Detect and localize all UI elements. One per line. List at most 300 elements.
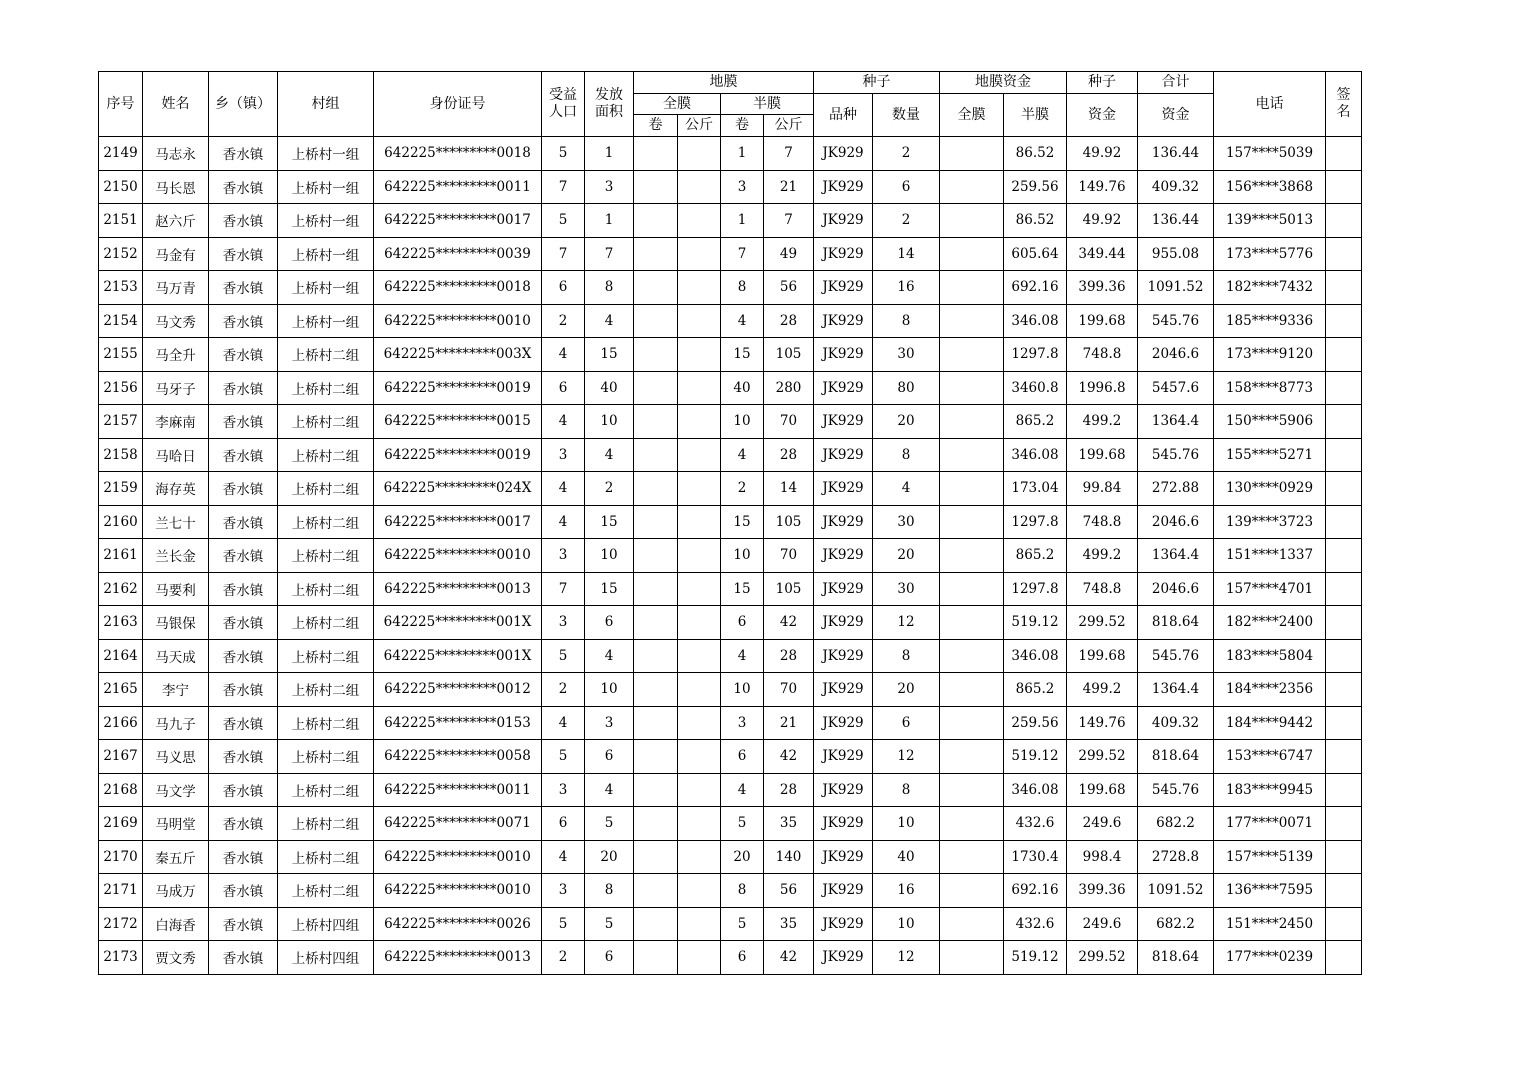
cell-total: 545.76 — [1138, 639, 1214, 673]
cell-phone: 177****0239 — [1214, 941, 1326, 975]
cell-fund-half: 259.56 — [1004, 170, 1067, 204]
cell-variety: JK929 — [814, 338, 873, 372]
cell-full-roll — [634, 304, 678, 338]
cell-half-kg: 42 — [764, 606, 814, 640]
cell-seed-fund: 748.8 — [1067, 338, 1138, 372]
cell-total: 2728.8 — [1138, 840, 1214, 874]
cell-fund-full — [940, 237, 1004, 271]
cell-phone: 130****0929 — [1214, 472, 1326, 506]
cell-variety: JK929 — [814, 137, 873, 171]
table-row — [99, 137, 1362, 171]
cell-half-roll: 3 — [721, 170, 764, 204]
cell-signature — [1326, 572, 1362, 606]
cell-full-kg — [678, 539, 721, 573]
col-header-full-kg: 公斤 — [678, 115, 721, 137]
cell-area: 5 — [585, 907, 634, 941]
cell-variety: JK929 — [814, 271, 873, 305]
col-header-village-group: 村组 — [278, 72, 374, 137]
cell-qty: 12 — [873, 606, 940, 640]
cell-id: 642225*********0015 — [374, 405, 542, 439]
cell-town: 香水镇 — [209, 840, 278, 874]
cell-id: 642225*********0013 — [374, 941, 542, 975]
cell-group: 上桥村二组 — [278, 673, 374, 707]
cell-signature — [1326, 773, 1362, 807]
signature-line1: 签 — [1336, 87, 1351, 103]
cell-phone: 153****6747 — [1214, 740, 1326, 774]
col-header-full-film: 全膜 — [634, 94, 721, 115]
cell-half-kg: 7 — [764, 204, 814, 238]
cell-area: 1 — [585, 204, 634, 238]
cell-group: 上桥村二组 — [278, 338, 374, 372]
cell-full-kg — [678, 572, 721, 606]
cell-name: 马天成 — [143, 639, 209, 673]
cell-half-roll: 7 — [721, 237, 764, 271]
cell-seq: 2170 — [99, 840, 143, 874]
cell-seed-fund: 349.44 — [1067, 237, 1138, 271]
cell-total: 955.08 — [1138, 237, 1214, 271]
col-header-id-number: 身份证号 — [374, 72, 542, 137]
cell-full-roll — [634, 204, 678, 238]
cell-full-roll — [634, 606, 678, 640]
cell-town: 香水镇 — [209, 706, 278, 740]
cell-fund-full — [940, 639, 1004, 673]
cell-total: 545.76 — [1138, 304, 1214, 338]
table-row — [99, 706, 1362, 740]
cell-fund-full — [940, 773, 1004, 807]
cell-area: 40 — [585, 371, 634, 405]
cell-full-roll — [634, 237, 678, 271]
cell-total: 136.44 — [1138, 204, 1214, 238]
cell-fund-half: 173.04 — [1004, 472, 1067, 506]
col-header-area — [585, 72, 634, 137]
cell-fund-half: 1297.8 — [1004, 505, 1067, 539]
cell-half-roll: 3 — [721, 706, 764, 740]
cell-area: 3 — [585, 170, 634, 204]
cell-qty: 20 — [873, 405, 940, 439]
cell-variety: JK929 — [814, 438, 873, 472]
cell-qty: 30 — [873, 505, 940, 539]
cell-fund-full — [940, 137, 1004, 171]
cell-full-roll — [634, 673, 678, 707]
cell-id: 642225*********0058 — [374, 740, 542, 774]
cell-people: 6 — [542, 371, 585, 405]
cell-full-kg — [678, 271, 721, 305]
cell-seq: 2169 — [99, 807, 143, 841]
cell-full-roll — [634, 874, 678, 908]
cell-total: 545.76 — [1138, 773, 1214, 807]
cell-signature — [1326, 907, 1362, 941]
cell-fund-half: 86.52 — [1004, 137, 1067, 171]
cell-town: 香水镇 — [209, 874, 278, 908]
cell-seed-fund: 199.68 — [1067, 773, 1138, 807]
col-header-seed-funds-top: 种子 — [1067, 72, 1138, 94]
cell-people: 5 — [542, 740, 585, 774]
cell-seq: 2154 — [99, 304, 143, 338]
cell-full-roll — [634, 371, 678, 405]
cell-half-kg: 35 — [764, 907, 814, 941]
cell-name: 马志永 — [143, 137, 209, 171]
cell-people: 5 — [542, 204, 585, 238]
cell-fund-half: 1297.8 — [1004, 572, 1067, 606]
cell-area: 15 — [585, 572, 634, 606]
cell-fund-full — [940, 874, 1004, 908]
cell-signature — [1326, 639, 1362, 673]
cell-full-kg — [678, 438, 721, 472]
cell-fund-half: 86.52 — [1004, 204, 1067, 238]
cell-qty: 16 — [873, 271, 940, 305]
cell-total: 1091.52 — [1138, 271, 1214, 305]
cell-town: 香水镇 — [209, 572, 278, 606]
cell-area: 6 — [585, 606, 634, 640]
cell-town: 香水镇 — [209, 204, 278, 238]
col-header-township: 乡（镇） — [209, 72, 278, 137]
cell-name: 李麻南 — [143, 405, 209, 439]
cell-signature — [1326, 271, 1362, 305]
cell-seq: 2150 — [99, 170, 143, 204]
cell-people: 5 — [542, 137, 585, 171]
table-row — [99, 539, 1362, 573]
cell-area: 8 — [585, 874, 634, 908]
cell-fund-full — [940, 304, 1004, 338]
table-row — [99, 170, 1362, 204]
cell-variety: JK929 — [814, 539, 873, 573]
cell-town: 香水镇 — [209, 371, 278, 405]
cell-seed-fund: 299.52 — [1067, 606, 1138, 640]
cell-id: 642225*********0010 — [374, 539, 542, 573]
cell-half-kg: 70 — [764, 539, 814, 573]
cell-full-kg — [678, 371, 721, 405]
cell-id: 642225*********024X — [374, 472, 542, 506]
cell-signature — [1326, 606, 1362, 640]
table-row — [99, 204, 1362, 238]
cell-people: 4 — [542, 472, 585, 506]
cell-half-kg: 42 — [764, 740, 814, 774]
cell-full-roll — [634, 539, 678, 573]
cell-half-kg: 105 — [764, 505, 814, 539]
cell-full-roll — [634, 840, 678, 874]
cell-half-roll: 10 — [721, 539, 764, 573]
col-header-film-funds: 地膜资金 — [940, 72, 1067, 94]
cell-half-kg: 28 — [764, 773, 814, 807]
cell-variety: JK929 — [814, 706, 873, 740]
cell-group: 上桥村二组 — [278, 405, 374, 439]
cell-total: 545.76 — [1138, 438, 1214, 472]
cell-seed-fund: 499.2 — [1067, 673, 1138, 707]
cell-name: 马文秀 — [143, 304, 209, 338]
cell-half-kg: 28 — [764, 304, 814, 338]
cell-id: 642225*********0012 — [374, 673, 542, 707]
cell-phone: 157****5039 — [1214, 137, 1326, 171]
table-row — [99, 941, 1362, 975]
cell-qty: 30 — [873, 338, 940, 372]
cell-fund-half: 3460.8 — [1004, 371, 1067, 405]
cell-group: 上桥村一组 — [278, 237, 374, 271]
cell-seq: 2166 — [99, 706, 143, 740]
cell-total: 818.64 — [1138, 740, 1214, 774]
table-row — [99, 304, 1362, 338]
cell-signature — [1326, 438, 1362, 472]
cell-seed-fund: 1996.8 — [1067, 371, 1138, 405]
cell-seq: 2159 — [99, 472, 143, 506]
cell-phone: 139****5013 — [1214, 204, 1326, 238]
cell-phone: 151****2450 — [1214, 907, 1326, 941]
col-header-funds-full: 全膜 — [940, 94, 1004, 137]
cell-half-kg: 140 — [764, 840, 814, 874]
cell-fund-full — [940, 405, 1004, 439]
cell-phone: 183****5804 — [1214, 639, 1326, 673]
cell-qty: 8 — [873, 639, 940, 673]
cell-variety: JK929 — [814, 405, 873, 439]
cell-town: 香水镇 — [209, 740, 278, 774]
table-row — [99, 371, 1362, 405]
cell-seq: 2155 — [99, 338, 143, 372]
cell-variety: JK929 — [814, 472, 873, 506]
cell-full-roll — [634, 639, 678, 673]
cell-phone: 157****4701 — [1214, 572, 1326, 606]
cell-phone: 184****9442 — [1214, 706, 1326, 740]
cell-half-roll: 8 — [721, 271, 764, 305]
cell-total: 5457.6 — [1138, 371, 1214, 405]
cell-people: 7 — [542, 170, 585, 204]
cell-full-roll — [634, 807, 678, 841]
col-header-beneficiaries — [542, 72, 585, 137]
cell-name: 白海香 — [143, 907, 209, 941]
cell-variety: JK929 — [814, 204, 873, 238]
cell-area: 8 — [585, 271, 634, 305]
distribution-table — [98, 71, 1362, 975]
cell-variety: JK929 — [814, 907, 873, 941]
cell-full-roll — [634, 907, 678, 941]
cell-town: 香水镇 — [209, 170, 278, 204]
cell-town: 香水镇 — [209, 405, 278, 439]
col-header-seed-funds: 资金 — [1067, 94, 1138, 137]
cell-qty: 14 — [873, 237, 940, 271]
cell-seed-fund: 49.92 — [1067, 204, 1138, 238]
cell-seq: 2156 — [99, 371, 143, 405]
table-row — [99, 773, 1362, 807]
cell-half-kg: 42 — [764, 941, 814, 975]
cell-name: 秦五斤 — [143, 840, 209, 874]
cell-group: 上桥村二组 — [278, 472, 374, 506]
cell-variety: JK929 — [814, 807, 873, 841]
cell-signature — [1326, 137, 1362, 171]
cell-half-kg: 105 — [764, 338, 814, 372]
cell-fund-full — [940, 706, 1004, 740]
cell-town: 香水镇 — [209, 907, 278, 941]
cell-signature — [1326, 740, 1362, 774]
cell-area: 4 — [585, 438, 634, 472]
cell-name: 马义思 — [143, 740, 209, 774]
cell-id: 642225*********003X — [374, 338, 542, 372]
cell-half-kg: 49 — [764, 237, 814, 271]
table-row — [99, 907, 1362, 941]
cell-phone: 151****1337 — [1214, 539, 1326, 573]
cell-full-kg — [678, 204, 721, 238]
cell-half-kg: 28 — [764, 438, 814, 472]
cell-signature — [1326, 304, 1362, 338]
cell-group: 上桥村二组 — [278, 706, 374, 740]
cell-town: 香水镇 — [209, 271, 278, 305]
cell-signature — [1326, 941, 1362, 975]
cell-area: 6 — [585, 941, 634, 975]
cell-area: 10 — [585, 405, 634, 439]
cell-fund-full — [940, 606, 1004, 640]
cell-group: 上桥村二组 — [278, 874, 374, 908]
cell-phone: 184****2356 — [1214, 673, 1326, 707]
cell-seq: 2172 — [99, 907, 143, 941]
cell-people: 3 — [542, 874, 585, 908]
cell-seed-fund: 199.68 — [1067, 639, 1138, 673]
cell-seq: 2153 — [99, 271, 143, 305]
cell-seed-fund: 199.68 — [1067, 304, 1138, 338]
cell-half-roll: 40 — [721, 371, 764, 405]
cell-people: 4 — [542, 505, 585, 539]
cell-variety: JK929 — [814, 673, 873, 707]
cell-qty: 8 — [873, 438, 940, 472]
cell-name: 赵六斤 — [143, 204, 209, 238]
cell-qty: 10 — [873, 807, 940, 841]
cell-total: 272.88 — [1138, 472, 1214, 506]
cell-people: 5 — [542, 907, 585, 941]
cell-half-roll: 1 — [721, 137, 764, 171]
cell-fund-full — [940, 472, 1004, 506]
cell-seed-fund: 49.92 — [1067, 137, 1138, 171]
cell-name: 马银保 — [143, 606, 209, 640]
cell-phone: 182****2400 — [1214, 606, 1326, 640]
cell-people: 2 — [542, 673, 585, 707]
cell-total: 409.32 — [1138, 170, 1214, 204]
cell-qty: 8 — [873, 773, 940, 807]
cell-signature — [1326, 204, 1362, 238]
cell-seq: 2168 — [99, 773, 143, 807]
cell-id: 642225*********0153 — [374, 706, 542, 740]
cell-fund-half: 346.08 — [1004, 639, 1067, 673]
cell-seed-fund: 149.76 — [1067, 170, 1138, 204]
cell-half-roll: 2 — [721, 472, 764, 506]
table-row — [99, 237, 1362, 271]
cell-variety: JK929 — [814, 170, 873, 204]
cell-full-kg — [678, 706, 721, 740]
cell-total: 1364.4 — [1138, 539, 1214, 573]
cell-area: 4 — [585, 304, 634, 338]
cell-id: 642225*********0017 — [374, 505, 542, 539]
cell-area: 15 — [585, 338, 634, 372]
cell-qty: 6 — [873, 170, 940, 204]
cell-fund-half: 692.16 — [1004, 874, 1067, 908]
table-row — [99, 740, 1362, 774]
cell-people: 4 — [542, 338, 585, 372]
cell-full-kg — [678, 472, 721, 506]
cell-full-roll — [634, 338, 678, 372]
cell-seed-fund: 299.52 — [1067, 740, 1138, 774]
cell-full-kg — [678, 907, 721, 941]
cell-name: 马成万 — [143, 874, 209, 908]
table-row — [99, 606, 1362, 640]
cell-group: 上桥村二组 — [278, 371, 374, 405]
cell-signature — [1326, 170, 1362, 204]
cell-full-roll — [634, 170, 678, 204]
cell-town: 香水镇 — [209, 539, 278, 573]
cell-total: 1364.4 — [1138, 673, 1214, 707]
cell-group: 上桥村二组 — [278, 840, 374, 874]
cell-full-kg — [678, 807, 721, 841]
cell-people: 3 — [542, 773, 585, 807]
cell-seq: 2163 — [99, 606, 143, 640]
cell-town: 香水镇 — [209, 673, 278, 707]
cell-signature — [1326, 706, 1362, 740]
cell-signature — [1326, 405, 1362, 439]
table-header — [99, 72, 1362, 137]
cell-seed-fund: 149.76 — [1067, 706, 1138, 740]
cell-town: 香水镇 — [209, 505, 278, 539]
cell-variety: JK929 — [814, 840, 873, 874]
col-header-half-roll: 卷 — [721, 115, 764, 137]
cell-name: 马要利 — [143, 572, 209, 606]
cell-seed-fund: 249.6 — [1067, 807, 1138, 841]
cell-half-roll: 4 — [721, 639, 764, 673]
cell-area: 7 — [585, 237, 634, 271]
cell-phone: 182****7432 — [1214, 271, 1326, 305]
cell-seed-fund: 199.68 — [1067, 438, 1138, 472]
cell-area: 4 — [585, 639, 634, 673]
cell-qty: 8 — [873, 304, 940, 338]
cell-seed-fund: 249.6 — [1067, 907, 1138, 941]
cell-fund-half: 259.56 — [1004, 706, 1067, 740]
cell-area: 10 — [585, 539, 634, 573]
cell-half-roll: 6 — [721, 606, 764, 640]
cell-seq: 2151 — [99, 204, 143, 238]
cell-signature — [1326, 237, 1362, 271]
cell-signature — [1326, 673, 1362, 707]
col-header-phone: 电话 — [1214, 72, 1326, 137]
table-row — [99, 639, 1362, 673]
cell-variety: JK929 — [814, 639, 873, 673]
cell-id: 642225*********001X — [374, 639, 542, 673]
col-header-quantity: 数量 — [873, 94, 940, 137]
cell-id: 642225*********0010 — [374, 874, 542, 908]
cell-area: 2 — [585, 472, 634, 506]
beneficiaries-line2: 人口 — [549, 104, 577, 120]
cell-total: 136.44 — [1138, 137, 1214, 171]
cell-signature — [1326, 539, 1362, 573]
cell-town: 香水镇 — [209, 639, 278, 673]
table-row — [99, 271, 1362, 305]
cell-total: 818.64 — [1138, 941, 1214, 975]
cell-id: 642225*********001X — [374, 606, 542, 640]
cell-total: 409.32 — [1138, 706, 1214, 740]
cell-name: 马哈日 — [143, 438, 209, 472]
cell-phone: 136****7595 — [1214, 874, 1326, 908]
cell-seq: 2171 — [99, 874, 143, 908]
cell-qty: 12 — [873, 740, 940, 774]
cell-people: 5 — [542, 639, 585, 673]
cell-seq: 2149 — [99, 137, 143, 171]
cell-area: 5 — [585, 807, 634, 841]
cell-name: 马牙子 — [143, 371, 209, 405]
cell-town: 香水镇 — [209, 807, 278, 841]
cell-qty: 20 — [873, 673, 940, 707]
cell-full-roll — [634, 137, 678, 171]
cell-group: 上桥村二组 — [278, 773, 374, 807]
cell-full-roll — [634, 438, 678, 472]
cell-fund-full — [940, 572, 1004, 606]
cell-full-kg — [678, 740, 721, 774]
cell-id: 642225*********0019 — [374, 438, 542, 472]
cell-seed-fund: 748.8 — [1067, 505, 1138, 539]
cell-half-roll: 5 — [721, 907, 764, 941]
cell-full-kg — [678, 170, 721, 204]
cell-people: 2 — [542, 941, 585, 975]
